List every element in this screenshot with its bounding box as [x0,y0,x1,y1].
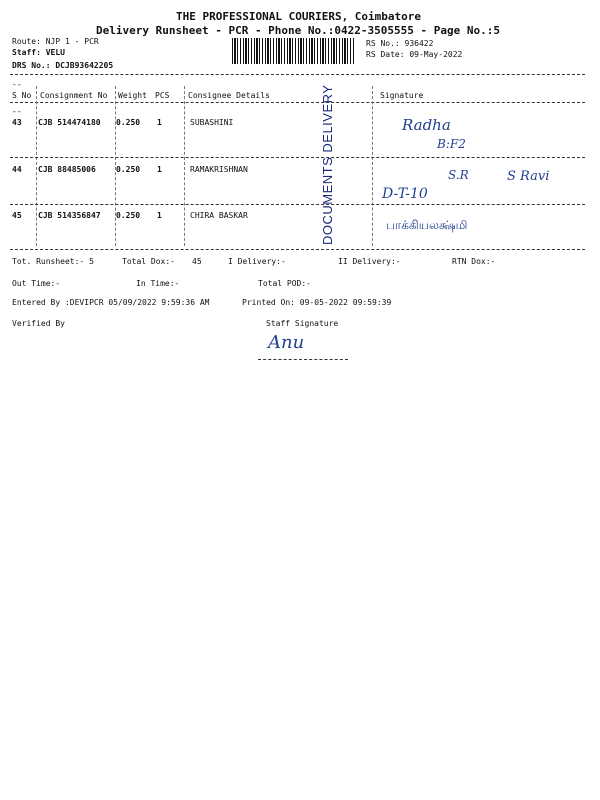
rtn-dox: RTN Dox:- [452,257,496,266]
table-row-weight: 0.250 [116,118,141,127]
handwritten-initials: S.R [448,168,469,182]
total-pod: Total POD:- [258,279,311,288]
col-header-signature: Signature [380,91,424,100]
staff-signature: Anu [268,332,305,353]
handwritten-note: D-T-10 [382,186,428,202]
documents-delivery-stamp: DOCUMENTS DELIVERY [320,84,335,245]
table-row-weight: 0.250 [116,165,141,174]
column-separator [184,86,185,246]
table-row-sno: 43 [12,118,22,127]
rs-number: RS No.: 936422 [366,39,434,48]
row-divider [10,157,585,158]
divider [10,74,585,75]
col-header-weight: Weight [118,91,147,100]
out-time: Out Time:- [12,279,61,288]
col-header-consignment: Consignment No [40,91,108,100]
runsheet-subtitle: Delivery Runsheet - PCR - Phone No.:0422-3505555 - Page No.:5 [96,24,500,37]
total-dox-label: Total Dox:- [122,257,175,266]
drs-number: DRS No.: DCJB93642205 [12,61,114,70]
route-text: Route: NJP 1 - PCR [12,37,99,46]
company-title: THE PROFESSIONAL COURIERS, Coimbatore [176,10,422,23]
table-row-sno: 44 [12,165,22,174]
table-row-pcs: 1 [157,211,162,220]
dash-marker: -- [12,107,22,116]
handwritten-signature: Radha [402,116,451,134]
divider [10,249,585,250]
handwritten-note: B:F2 [437,137,466,151]
barcode [232,38,354,64]
entered-by: Entered By :DEVIPCR 05/09/2022 9:59:36 AM [12,298,210,307]
signature-line [258,359,348,360]
rs-date: RS Date: 09-May-2022 [366,50,463,59]
dash-marker: -- [12,80,22,89]
table-row-pcs: 1 [157,118,162,127]
table-row-consignment: CJB 514474180 [38,118,101,127]
table-row-consignee: CHIRA BASKAR [190,211,248,220]
ii-delivery: II Delivery:- [338,257,401,266]
staff-text: Staff: VELU [12,48,65,57]
table-row-consignee: RAMAKRISHNAN [190,165,248,174]
tot-runsheet: Tot. Runsheet:- 5 [12,257,94,266]
table-row-consignee: SUBASHINI [190,118,234,127]
table-row-weight: 0.250 [116,211,141,220]
i-delivery: I Delivery:- [228,257,286,266]
col-header-pcs: PCS [155,91,170,100]
table-row-consignment: CJB 88485006 [38,165,96,174]
column-separator [372,86,373,246]
printed-on: Printed On: 09-05-2022 09:59:39 [242,298,392,307]
staff-signature-label: Staff Signature [266,319,339,328]
column-separator [36,86,37,246]
col-header-consignee: Consignee Details [188,91,270,100]
table-row-consignment: CJB 514356847 [38,211,101,220]
col-header-sno: S No [12,91,32,100]
row-divider [10,204,585,205]
in-time: In Time:- [136,279,180,288]
divider [10,102,585,103]
handwritten-signature: பாக்கியலக்ஷ்மி [386,218,468,232]
table-row-pcs: 1 [157,165,162,174]
total-dox-value: 45 [192,257,202,266]
verified-by: Verified By [12,319,65,328]
table-row-sno: 45 [12,211,22,220]
handwritten-signature: S Ravi [507,169,550,184]
